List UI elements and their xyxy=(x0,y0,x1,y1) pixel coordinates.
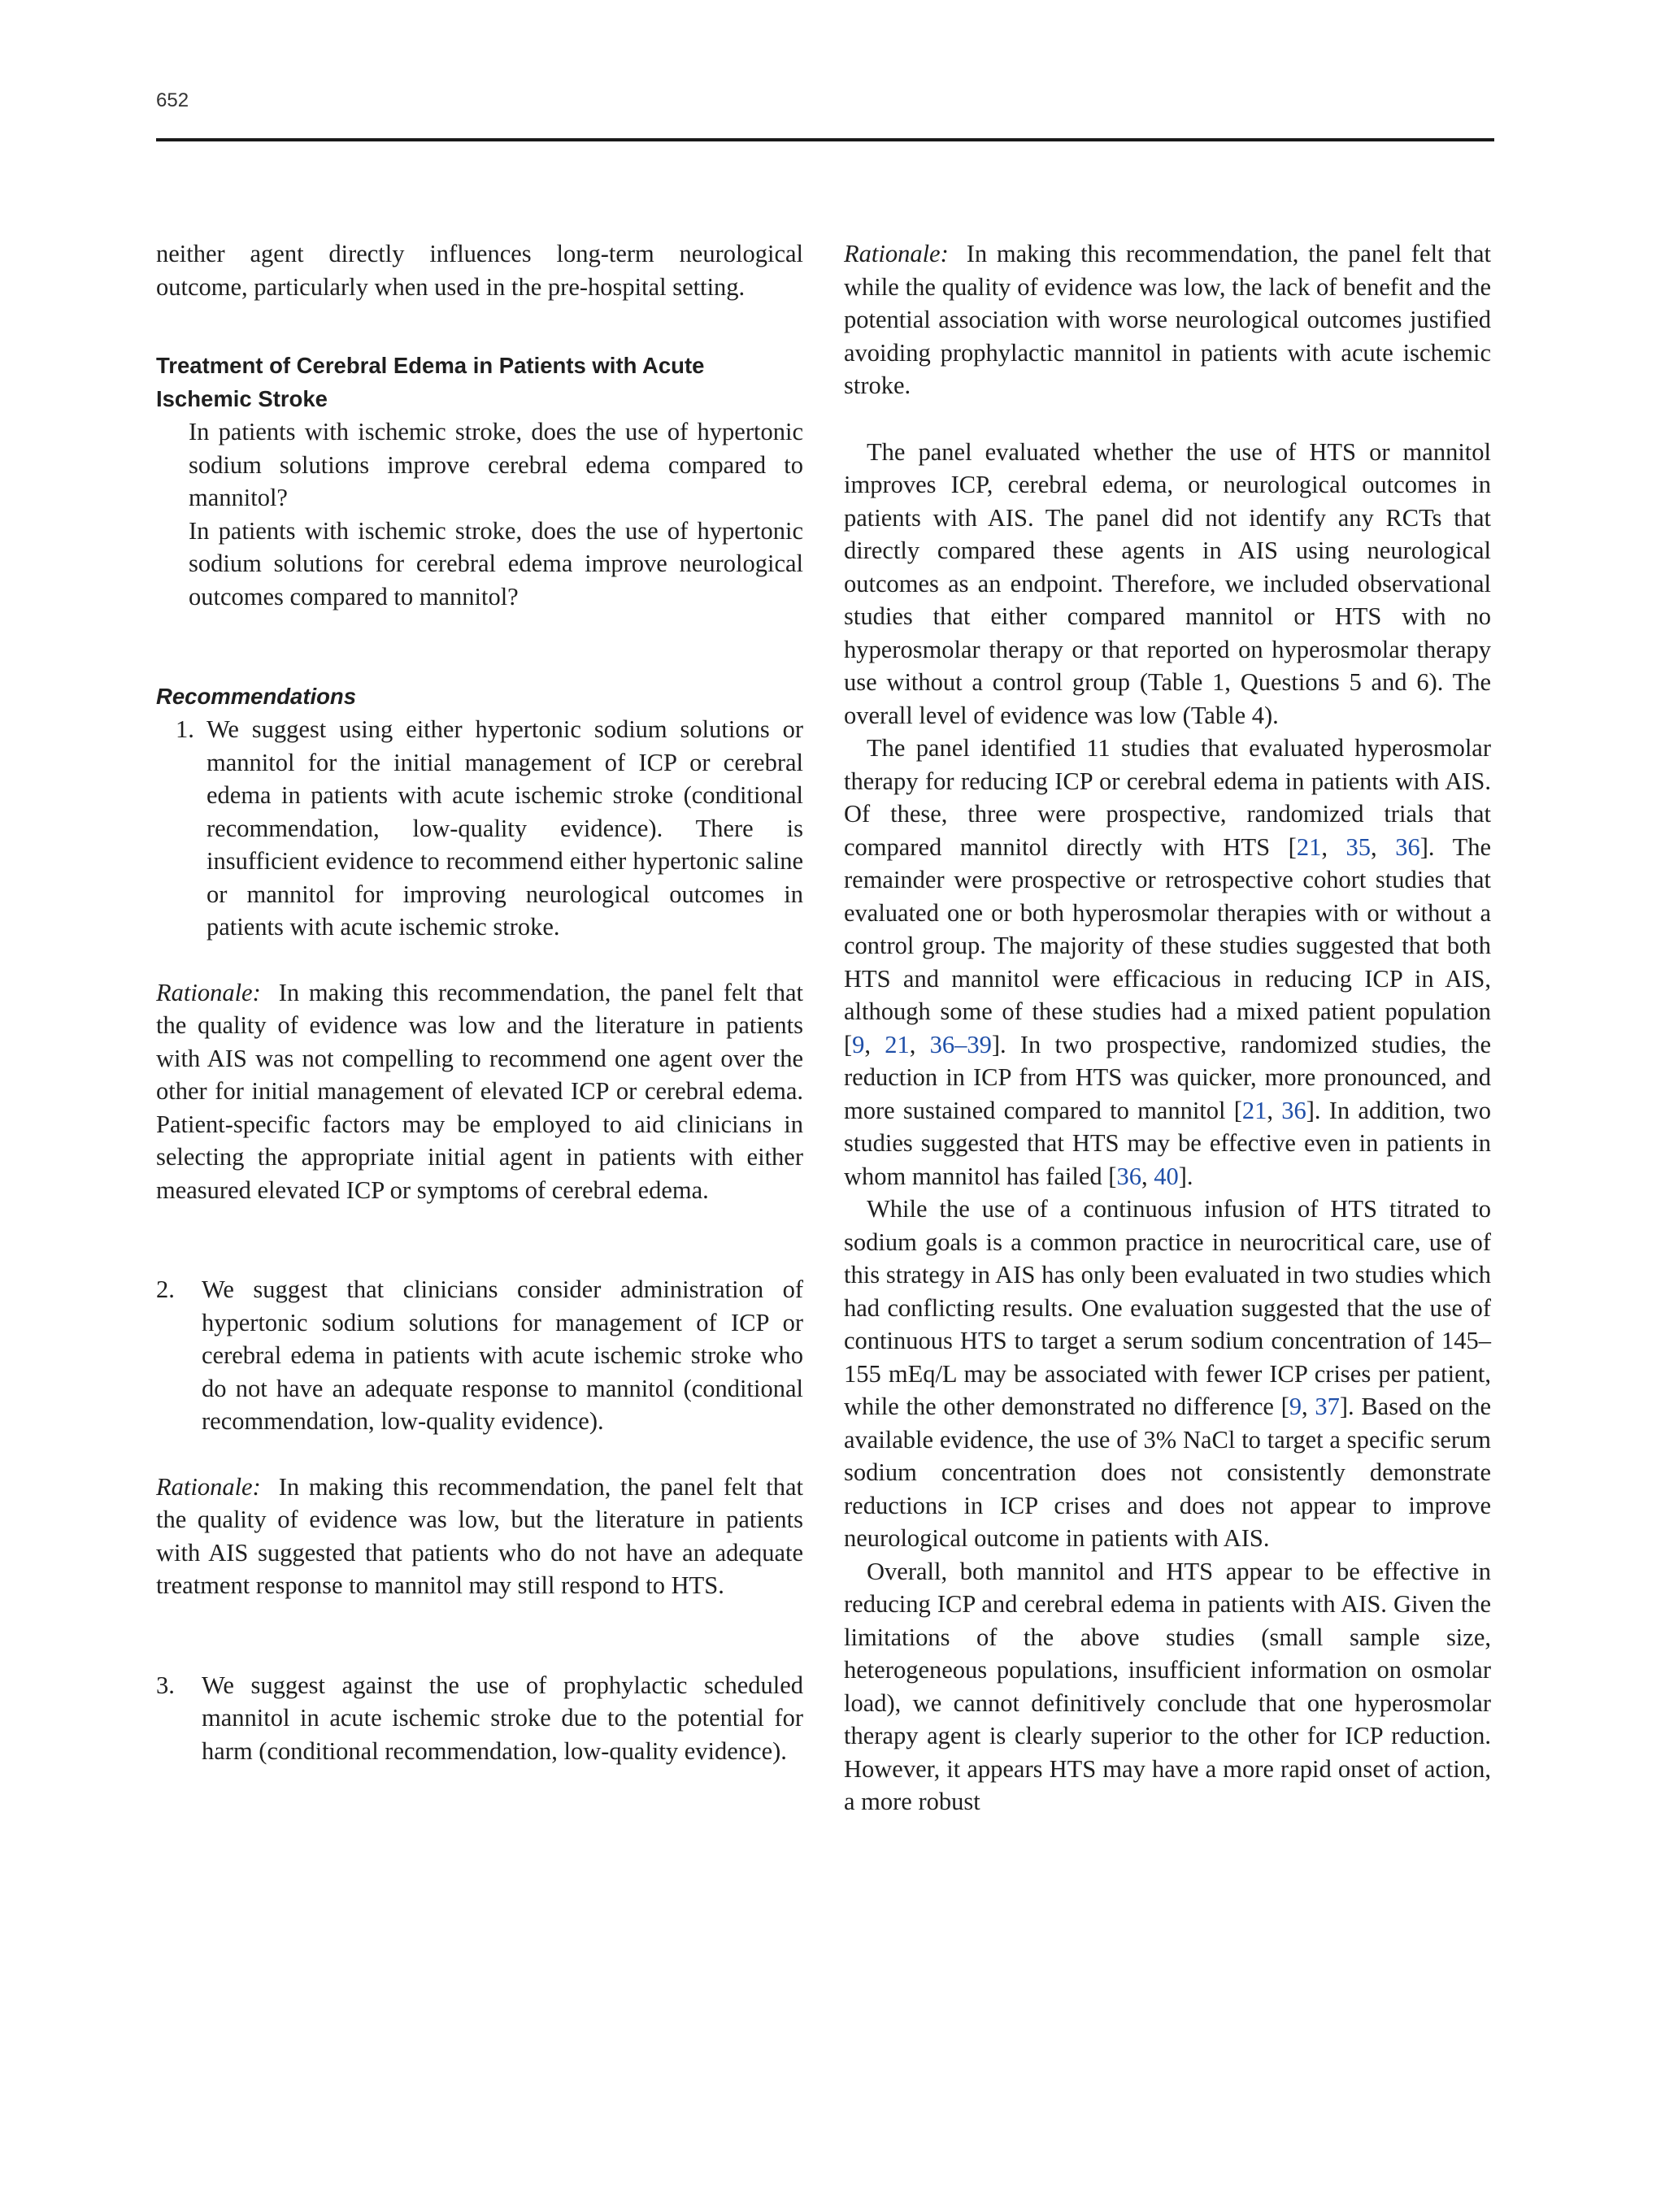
rationale-2 xyxy=(156,1471,803,1602)
intro-paragraph: neither agent directly influences long-term neurological outcome, particularly when used in the pre-hospital setting. xyxy=(156,240,803,301)
recommendation-text: We suggest against the use of prophylactic scheduled mannitol in acute ischemic stroke due to the potential for harm (conditional recommendation, low-quality evidence). xyxy=(202,1671,803,1765)
recommendation-number: 2. xyxy=(156,1275,175,1303)
citation-link[interactable]: 36–39 xyxy=(929,1030,992,1058)
rationale-label: Rationale: xyxy=(156,978,261,1006)
rationale-text: In making this recommendation, the panel felt that the quality of evidence was low and the literature in patients with AIS was not compelling to recommend one agent over the other for initial management of elevated ICP or cerebral edema. Patient-specific factors may be employed to aid clinicians in selecting the appropriate initial agent in patients with either measured elevated ICP or symptoms of cerebral edema. xyxy=(156,978,803,1204)
body-paragraph-4: Overall, both mannitol and HTS appear to be effective in reducing ICP and cerebral edema in patients with AIS. Given the limitations of the above studies (small sample size, heterogeneous populations, insufficient information on osmolar load), we cannot definitively conclude that one hyperosmolar therapy agent is clearly superior to the other for ICP reduction. However, it appears HTS may have a more rapid onset of action, a more robust xyxy=(844,1557,1491,1815)
citation-link[interactable]: 40 xyxy=(1154,1162,1179,1190)
recommendation-number: 1. xyxy=(176,715,194,743)
recommendation-2 xyxy=(156,1273,803,1438)
right-column xyxy=(844,237,1491,1819)
rationale-3 xyxy=(844,237,1491,402)
citation-link[interactable]: 36 xyxy=(1116,1162,1141,1190)
citation-link[interactable]: 9 xyxy=(852,1030,865,1058)
rationale-text: In making this recommendation, the panel felt that while the quality of evidence was low, the lack of benefit and the potential association with worse neurological outcomes justified avoiding prophylactic mannitol in patients with acute ischemic stroke. xyxy=(844,240,1491,399)
page-number: 652 xyxy=(156,89,189,111)
citation-link[interactable]: 9 xyxy=(1289,1393,1302,1420)
section-heading: Treatment of Cerebral Edema in Patients with Acute Ischemic Stroke xyxy=(156,353,705,411)
body-paragraph-1: The panel evaluated whether the use of HTS or mannitol improves ICP, cerebral edema, or neurological outcomes in patients with AIS. The panel did not identify any RCTs that directly compared these agents in AIS using neurological outcomes as an endpoint. Therefore, we included observational studies that either compared mannitol or HTS with no hyperosmolar therapy or that reported on hyperosmolar therapy use without a control group (Table 1, Questions 5 and 6). The overall level of evidence was low (Table 4). xyxy=(844,437,1491,729)
question-1: In patients with ischemic stroke, does the use of hypertonic sodium solutions improve cerebral edema compared to mannitol? xyxy=(189,418,803,511)
recommendation-3 xyxy=(156,1669,803,1768)
rationale-1 xyxy=(156,976,803,1207)
recommendation-text: We suggest that clinicians consider administration of hypertonic sodium solutions for management of ICP or cerebral edema in patients with acute ischemic stroke who do not have an adequate response to mannitol (conditional recommendation, low-quality evidence). xyxy=(202,1275,803,1435)
citation-link[interactable]: 36 xyxy=(1395,832,1420,861)
rationale-text: In making this recommendation, the panel felt that the quality of evidence was low, but the literature in patients with AIS suggested that patients who do not have an adequate treatment response to mannitol may still respond to HTS. xyxy=(156,1472,803,1599)
question-list xyxy=(189,415,803,613)
citation-link[interactable]: 37 xyxy=(1315,1393,1340,1420)
citation-link[interactable]: 21 xyxy=(1296,832,1322,861)
recommendation-number: 3. xyxy=(156,1671,175,1699)
question-2: In patients with ischemic stroke, does the use of hypertonic sodium solutions for cerebral edema improve neurological outcomes compared to mannitol? xyxy=(189,516,803,611)
citation-link[interactable]: 36 xyxy=(1281,1096,1306,1124)
recommendation-text: We suggest using either hypertonic sodium solutions or mannitol for the initial management of ICP or cerebral edema in patients with acute ischemic stroke (conditional recommendation, low-quality evidence). There is insufficient evidence to recommend either hypertonic saline or mannitol for improving neurological outcomes in patients with acute ischemic stroke. xyxy=(206,715,803,941)
body-paragraph-2: The panel identified 11 studies that evaluated hyperosmolar therapy for reducing ICP or cerebral edema in patients with AIS. Of these, three were prospective, randomized trials that compared mannitol directly with HTS [21, 35, 36]. The remainder were prospective or retrospective cohort studies that evaluated one or both hyperosmolar therapies with or without a control group. The majority of these studies suggested that both HTS and mannitol were efficacious in reducing ICP in AIS, although some of these studies had a mixed patient population [9, 21, 36–39]. In two prospective, randomized studies, the reduction in ICP from HTS was quicker, more pronounced, and more sustained compared to mannitol [21, 36]. In addition, two studies suggested that HTS may be effective even in patients in whom mannitol has failed [36, 40]. xyxy=(844,734,1491,1190)
body-paragraph-3: While the use of a continuous infusion of HTS titrated to sodium goals is a common practice in neurocritical care, use of this strategy in AIS has only been evaluated in two studies which had conflicting results. One evaluation suggested that the use of continuous HTS to target a serum sodium concentration of 145–155 mEq/L may be associated with fewer ICP crises per patient, while the other demonstrated no difference [9, 37]. Based on the available evidence, the use of 3% NaCl to target a specific serum sodium concentration does not consistently demonstrate reductions in ICP crises and does not appear to improve neurological outcome in patients with AIS. xyxy=(844,1195,1491,1552)
recommendations-heading: Recommendations xyxy=(156,684,357,709)
left-column xyxy=(156,237,803,1767)
citation-link[interactable]: 21 xyxy=(1241,1096,1267,1124)
header-rule xyxy=(156,138,1494,141)
citation-link[interactable]: 21 xyxy=(885,1030,910,1058)
recommendation-1 xyxy=(156,713,803,944)
rationale-label: Rationale: xyxy=(844,240,949,267)
citation-link[interactable]: 35 xyxy=(1345,832,1372,861)
rationale-label: Rationale: xyxy=(156,1472,261,1501)
